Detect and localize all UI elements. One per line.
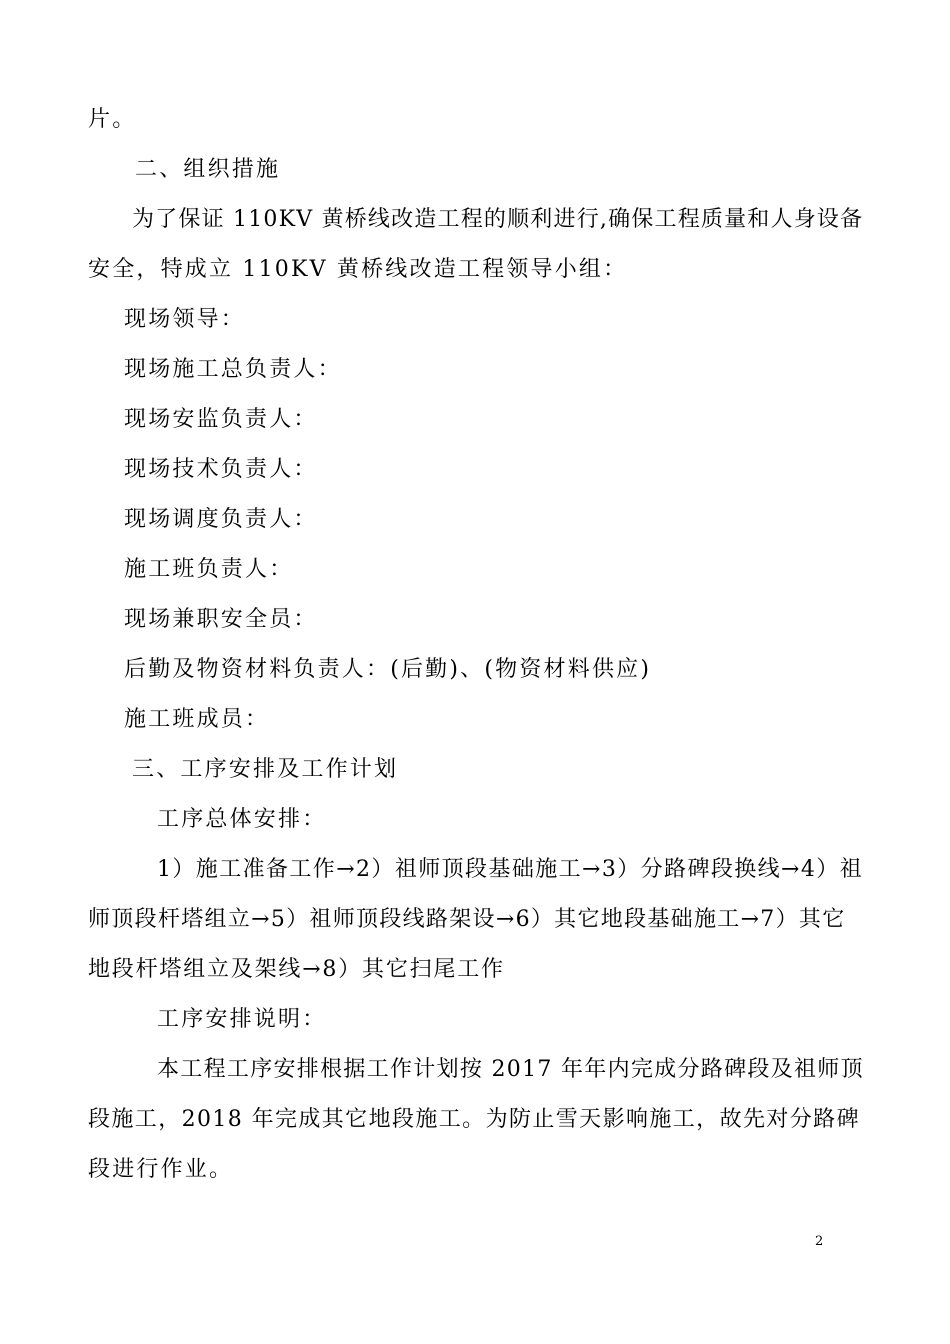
- paragraph-line: 段进行作业。: [88, 1157, 234, 1182]
- page-number: 2: [815, 1234, 824, 1249]
- subheading-overall-arrangement: 工序总体安排：: [157, 807, 327, 832]
- paragraph-line: 1）施工准备工作→2）祖师顶段基础施工→3）分路碑段换线→4）祖: [157, 857, 864, 882]
- paragraph-line: 安全，特成立 110KV 黄桥线改造工程领导小组：: [88, 257, 628, 282]
- paragraph-line: 段施工，2018 年完成其它地段施工。为防止雪天影响施工，故先对分路碑: [88, 1107, 860, 1132]
- role-line-team-lead: 施工班负责人：: [124, 557, 294, 582]
- section-heading-schedule: 三、工序安排及工作计划: [132, 757, 399, 782]
- subheading-arrangement-notes: 工序安排说明：: [157, 1007, 327, 1032]
- role-line-dispatch-lead: 现场调度负责人：: [124, 507, 318, 532]
- role-line-technical-lead: 现场技术负责人：: [124, 457, 318, 482]
- paragraph-line: 地段杆塔组立及架线→8）其它扫尾工作: [88, 957, 505, 982]
- role-line-team-members: 施工班成员：: [124, 707, 270, 732]
- role-line-site-leader: 现场领导：: [124, 307, 246, 332]
- role-line-construction-chief: 现场施工总负责人：: [124, 357, 342, 382]
- section-heading-organization: 二、组织措施: [135, 157, 281, 182]
- paragraph-line: 为了保证 110KV 黄桥线改造工程的顺利进行,确保工程质量和人身设备: [132, 207, 864, 232]
- paragraph-line: 本工程工序安排根据工作计划按 2017 年年内完成分路碑段及祖师顶: [157, 1057, 864, 1082]
- text-line-continuation: 片。: [88, 107, 137, 132]
- role-line-safety-officer: 现场兼职安全员：: [124, 607, 318, 632]
- role-line-logistics-lead: 后勤及物资材料负责人：(后勤)、(物资材料供应): [124, 657, 652, 682]
- paragraph-line: 师顶段杆塔组立→5）祖师顶段线路架设→6）其它地段基础施工→7）其它: [88, 907, 846, 932]
- role-line-safety-supervisor: 现场安监负责人：: [124, 407, 318, 432]
